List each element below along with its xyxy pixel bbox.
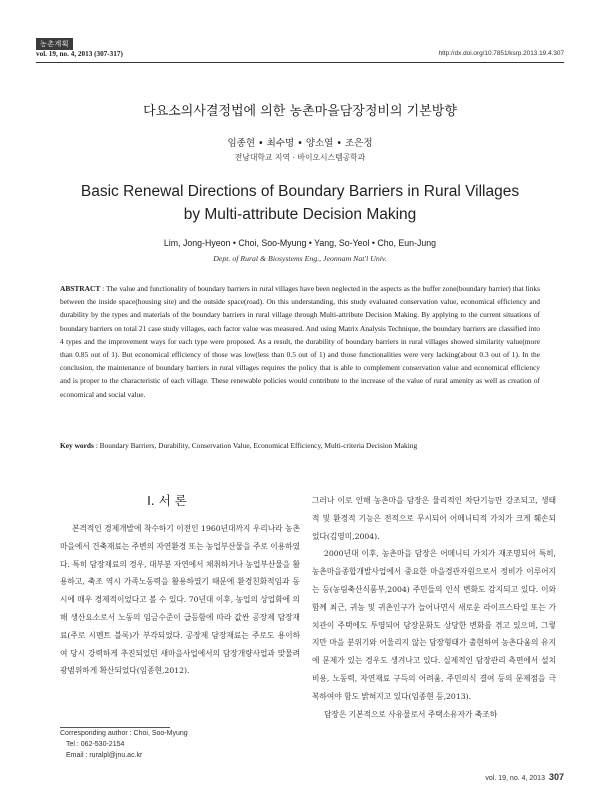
doi-link[interactable]: http://dx.doi.org/10.7851/ksrp.2013.19.4.307 [438, 50, 564, 57]
right-column [312, 492, 556, 723]
journal-logo: 농촌계획 [36, 38, 73, 50]
page-footer [485, 772, 564, 782]
keywords [60, 441, 540, 450]
title-english [40, 180, 560, 226]
right-paragraph-3: 담장은 기본적으로 사유물로서 주택소유자가 축조하 [324, 709, 498, 719]
affiliation-korean: 전남대학교 지역 · 바이오시스템공학과 [234, 153, 366, 162]
right-paragraph-2: 2000년대 이후, 농촌마을 담장은 어메니티 가치가 재조명되어 특히, 농촌마을종합개발사업에서 중요한 마을경관자원으로서 정비가 이루어지는 등(농림축산식품부,2004) 주민들의 인식 변화도 감지되고 있다. 이와 함께 최근, 귀농 및 귀촌인구가 늘어나면서 새로운 라이프스타일 또는 가치관이 주택에도 투영되어 담장문화도 상당한 변화를 겪고 있으며, 그렇지만 마을 분위기와 어울리지 않는 담장형태가 출현하여 농촌다움의 유지에 문제가 있는 경우도 생겨나고 있다. 실제적인 담장관리 측면에서 설치비용, 노동력, 자연재료 구득의 어려움, 주민의식 결여 등의 문제점을 극복하여야 함도 밝혀지고 있다(임종현 등,2013). [312, 549, 556, 701]
left-paragraph: 본격적인 경제개발에 착수하기 이전인 1960년대까지 우리나라 농촌마을에서 건축재료는 주변의 자연환경 또는 농업부산물을 주로 이용하였다. 특히 담장재료의 경우, 대부분 자연에서 채취하거나 농업부산물을 활용하고, 축조 역시 가족노동력을 활용하였기 때문에 환경친화적임과 동시에 매우 경제적이었다고 볼 수 있다. 70년대 이후, 농업의 상업화에 의해 생산요소로서 노동의 임금수준이 급등함에 따라 값싼 공장제 담장재료(주로 시멘트 블록)가 부각되었다. 공장제 담장재료는 주로도 용이하여 당시 강력하게 추진되었던 새마을사업에서의 담장개량사업과 맞물려 광범위하게 확산되었다(임종현,2012). [60, 524, 300, 676]
header-rule [36, 62, 564, 63]
keywords-text: : Boundary Barriers, Durability, Conservation Value, Economical Efficiency, Multi-criteria Decision Making [95, 441, 418, 450]
keywords-label: Key words [60, 441, 94, 450]
abstract [60, 282, 540, 401]
left-column [60, 520, 300, 680]
tel-line: Tel : 062-530-2154 [66, 741, 125, 748]
section-title-introduction: I. 서 론 [147, 493, 187, 508]
email-line[interactable]: Email : ruralpl@jnu.ac.kr [66, 752, 143, 759]
volume-info: vol. 19, no. 4, 2013 (307-317) [36, 50, 123, 58]
abstract-label: ABSTRACT [60, 284, 101, 293]
title-korean: 다요소의사결정법에 의한 농촌마을담장정비의 기본방향 [143, 104, 457, 119]
title-english-line1: Basic Renewal Directions of Boundary Barriers in Rural Villages [80, 183, 520, 200]
authors-english: Lim, Jong-Hyeon • Choi, Soo-Myung • Yang, So-Yeol • Cho, Eun-Jung [163, 238, 437, 248]
title-english-line2: by Multi-attribute Decision Making [183, 206, 417, 223]
abstract-text: : The value and functionality of boundary barriers in rural villages have been neglected in the aspects as the buffer zone(boundary barrier) that links between the inside space(housing site) and the outside space(road). On this understanding, this study evaluated conservation value, economical efficiency and durability by the types and materials of the boundary barriers in rural village through Multi-attribute Decision Making. By applying to the current situations of boundary barriers on total 21 case study villages, each factor value was measured. And using Matrix Analysis Technique, the boundary barriers are classified into 4 types and the improvement ways for each type were proposed. As a result, the durability of boundary barriers in rural villages showed similarity value(more than 0.85 out of 1). But economical efficiency of those was low(less than 0.5 out of 1) and those functionalities were very lacking(about 0.3 out of 1). In the conclusion, the maintenance of boundary barriers in rural villages requires the policy that is able to complement conservation value and economical efficiency and is proper to the characteristic of each village. These renewable policies would contribute to the increase of the value of rural amenity as well as creation of economical and social value. [60, 284, 540, 399]
footnote [60, 728, 188, 761]
authors-korean: 임종현 • 최수명 • 양소열 • 조은정 [227, 138, 373, 149]
footer-issue: vol. 19, no. 4, 2013 [485, 775, 545, 782]
corresponding-author: Corresponding author : Choi, Soo-Myung [60, 730, 188, 737]
page-number: 307 [548, 772, 564, 782]
department-english: Dept. of Rural & Biosystems Eng., Jeonnam Nat'l Univ. [213, 254, 387, 263]
right-paragraph-1: 그러나 이로 인해 농촌마을 담장은 물리적인 차단기능만 강조되고, 생태적 및 환경적 기능은 전적으로 무시되어 어메니티적 가치가 크게 훼손되었다(김영미,2004). [312, 496, 556, 541]
